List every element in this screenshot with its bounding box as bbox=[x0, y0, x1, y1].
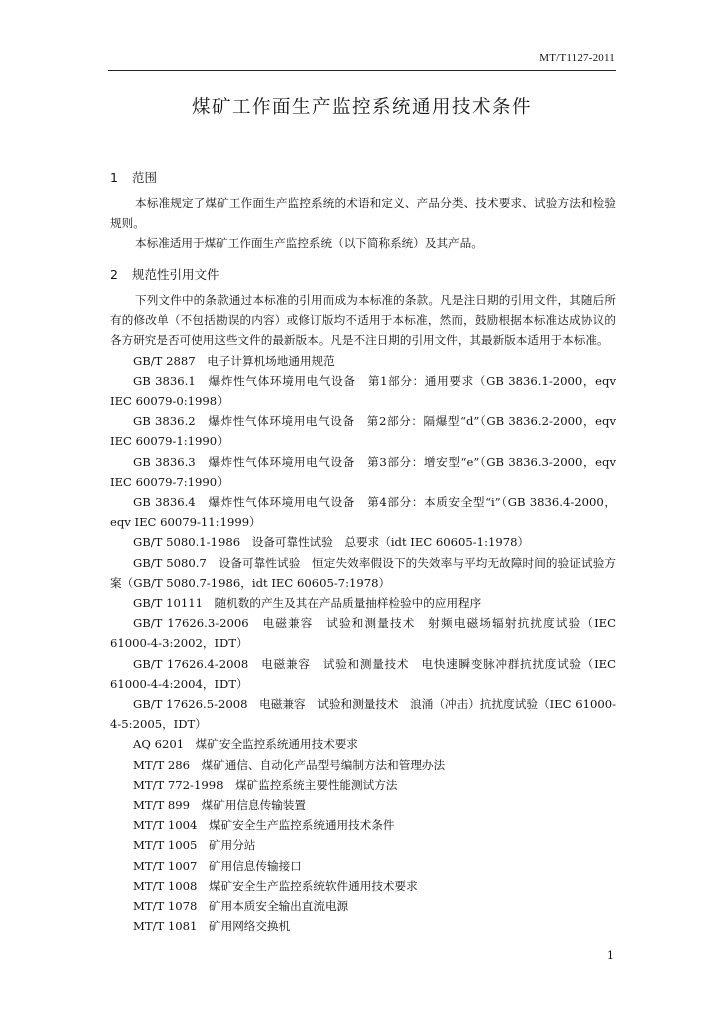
reference-item: MT/T 899 煤矿用信息传输装置 bbox=[133, 798, 306, 813]
section-2-heading bbox=[110, 265, 220, 283]
reference-item: MT/T 772-1998 煤矿监控系统主要性能测试方法 bbox=[133, 777, 398, 792]
paragraph: 本标准适用于煤矿工作面生产监控系统（以下简称系统）及其产品。 bbox=[135, 236, 483, 251]
reference-item: GB/T 17626.3-2006 电磁兼容 试验和测量技术 射频电磁场辐射抗扰度试验（IEC 61000-4-3:2002，IDT） bbox=[110, 616, 616, 651]
reference-item: MT/T 1008 煤矿安全生产监控系统软件通用技术要求 bbox=[133, 878, 418, 893]
reference-item: GB 3836.1 爆炸性气体环境用电气设备 第1部分：通用要求（GB 3836.1-2000，eqv IEC 60079-0:1998） bbox=[110, 373, 616, 409]
reference-item: AQ 6201 煤矿安全监控系统通用技术要求 bbox=[133, 737, 358, 752]
document-title: 煤矿工作面生产监控系统通用技术条件 bbox=[191, 97, 532, 118]
reference-item: MT/T 1007 矿用信息传输接口 bbox=[133, 858, 302, 873]
section-1-body bbox=[110, 193, 616, 254]
section-2-body bbox=[110, 290, 616, 937]
reference-item: MT/T 1004 煤矿安全生产监控系统通用技术条件 bbox=[133, 818, 395, 833]
section-number: 1 bbox=[110, 170, 118, 185]
reference-item: GB 3836.3 爆炸性气体环境用电气设备 第3部分：增安型“e”（GB 3836.3-2000，eqv IEC 60079-7:1990） bbox=[110, 454, 616, 489]
reference-item: GB 3836.2 爆炸性气体环境用电气设备 第2部分：隔爆型“d”（GB 3836.2-2000，eqv IEC 60079-1:1990） bbox=[110, 414, 616, 449]
reference-item: GB/T 2887 电子计算机场地通用规范 bbox=[133, 353, 335, 368]
reference-item: MT/T 1081 矿用网络交换机 bbox=[133, 919, 291, 934]
section-title: 规范性引用文件 bbox=[132, 267, 220, 282]
page-number: 1 bbox=[607, 949, 614, 962]
header-rule bbox=[108, 70, 616, 71]
reference-item: GB/T 5080.1-1986 设备可靠性试验 总要求（idt IEC 60605-1:1978） bbox=[133, 535, 530, 550]
reference-item: GB/T 5080.7 设备可靠性试验 恒定失效率假设下的失效率与平均无故障时间的验证试验方案（GB/T 5080.7-1986，idt IEC 60605-7:1978） bbox=[110, 555, 616, 590]
section-number: 2 bbox=[110, 267, 118, 282]
section-title: 范围 bbox=[132, 170, 158, 185]
reference-item: GB/T 10111 随机数的产生及其在产品质量抽样检验中的应用程序 bbox=[133, 596, 482, 611]
reference-item: GB/T 17626.4-2008 电磁兼容 试验和测量技术 电快速瞬变脉冲群抗扰度试验（IEC 61000-4-4:2004，IDT） bbox=[110, 656, 616, 691]
reference-item: MT/T 1005 矿用分站 bbox=[133, 838, 256, 853]
paragraph: 下列文件中的条款通过本标准的引用而成为本标准的条款。凡是注日期的引用文件，其随后所有的修改单（不包括勘误的内容）或修订版均不适用于本标准，然而，鼓励根据本标准达成协议的各方研究是否可使用这些文件的最新版本。凡是不注日期的引用文件，其最新版本适用于本标准。 bbox=[110, 293, 616, 348]
reference-item: MT/T 286 煤矿通信、自动化产品型号编制方法和管理办法 bbox=[133, 757, 446, 772]
standard-code: MT/T1127-2011 bbox=[539, 52, 615, 64]
reference-item: GB 3836.4 爆炸性气体环境用电气设备 第4部分：本质安全型“i”（GB 3836.4-2000，eqv IEC 60079-11:1999） bbox=[110, 495, 616, 530]
reference-item: GB/T 17626.5-2008 电磁兼容 试验和测量技术 浪涌（冲击）抗扰度试验（IEC 61000-4-5:2005，IDT） bbox=[110, 697, 616, 732]
reference-item: MT/T 1078 矿用本质安全输出直流电源 bbox=[133, 899, 349, 914]
paragraph: 本标准规定了煤矿工作面生产监控系统的术语和定义、产品分类、技术要求、试验方法和检验规则。 bbox=[110, 196, 616, 231]
section-1-heading bbox=[110, 168, 157, 186]
